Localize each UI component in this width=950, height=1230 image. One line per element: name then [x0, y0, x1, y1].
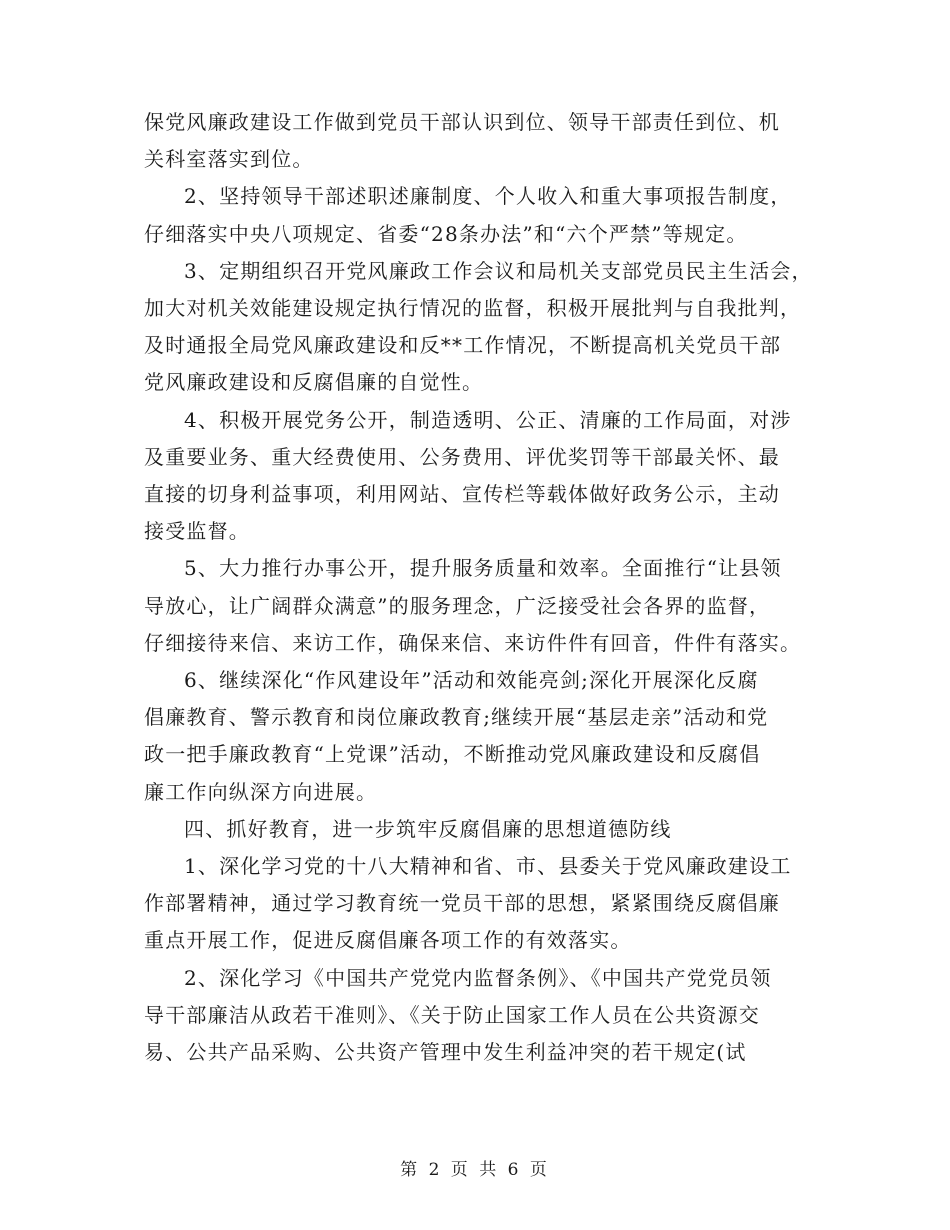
text-line: 导干部廉洁从政若干准则》、《关于防止国家工作人员在公共资源交: [144, 1002, 760, 1027]
paragraph: [144, 848, 824, 960]
paragraph: [144, 662, 824, 811]
text-line: 2、坚持领导干部述职述廉制度、个人收入和重大事项报告制度，: [184, 184, 792, 209]
page-footer: 第 2 页 共 6 页: [400, 1160, 550, 1180]
text-line: 仔细接待来信、来访工作，确保来信、来访件件有回音，件件有落实。: [144, 630, 802, 655]
text-line: 党风廉政建设和反腐倡廉的自觉性。: [144, 370, 484, 395]
text-line: 关科室落实到位。: [144, 147, 314, 172]
text-line: 4、积极开展党务公开，制造透明、公正、清廉的工作局面，对涉: [184, 407, 792, 432]
paragraph: [144, 960, 824, 1072]
text-line: 接受监督。: [144, 519, 250, 544]
paragraph: [144, 178, 824, 252]
text-line: 导放心，让广阔群众满意”的服务理念，广泛接受社会各界的监督，: [144, 593, 771, 618]
text-line: 重点开展工作，促进反腐倡廉各项工作的有效落实。: [144, 928, 632, 953]
text-line: 仔细落实中央八项规定、省委“28条办法”和“六个严禁”等规定。: [144, 221, 748, 246]
paragraph: [144, 402, 824, 551]
text-line: 政一把手廉政教育“上党课”活动，不断推动党风廉政建设和反腐倡: [144, 742, 761, 767]
text-line: 加大对机关效能建设规定执行情况的监督，积极开展批判与自我批判，: [144, 296, 802, 321]
text-line: 廉工作向纵深方向进展。: [144, 779, 378, 804]
text-line: 5、大力推行办事公开，提升服务质量和效率。全面推行“让县领: [184, 556, 782, 581]
text-line: 直接的切身利益事项，利用网站、宣传栏等载体做好政务公示，主动: [144, 482, 780, 507]
document-body: [144, 104, 824, 1071]
text-line: 倡廉教育、警示教育和岗位廉政教育;继续开展“基层走亲”活动和党: [144, 705, 769, 730]
text-line: 2、深化学习《中国共产党党内监督条例》、《中国共产党党员领: [184, 965, 772, 990]
text-line: 1、深化学习党的十八大精神和省、市、县委关于党风廉政建设工: [184, 854, 792, 879]
paragraph: [144, 104, 824, 178]
text-line: 保党风廉政建设工作做到党员干部认识到位、领导干部责任到位、机: [144, 110, 780, 134]
text-line: 作部署精神，通过学习教育统一党员干部的思想，紧紧围绕反腐倡廉: [144, 891, 780, 916]
text-line: 3、定期组织召开党风廉政工作会议和局机关支部党员民主生活会，: [184, 258, 813, 283]
paragraph: [144, 550, 824, 662]
paragraph: [144, 253, 824, 402]
text-line: 6、继续深化“作风建设年”活动和效能亮剑;深化开展深化反腐: [184, 668, 759, 693]
text-line: 及重要业务、重大经费使用、公务费用、评优奖罚等干部最关怀、最: [144, 444, 780, 469]
paragraph: [144, 811, 824, 848]
text-line: 及时通报全局党风廉政建设和反**工作情况，不断提高机关党员干部: [144, 333, 782, 358]
text-line: 易、公共产品采购、公共资产管理中发生利益冲突的若干规定(试: [144, 1040, 747, 1065]
text-line: 四、抓好教育，进一步筑牢反腐倡廉的思想道德防线: [184, 816, 672, 841]
